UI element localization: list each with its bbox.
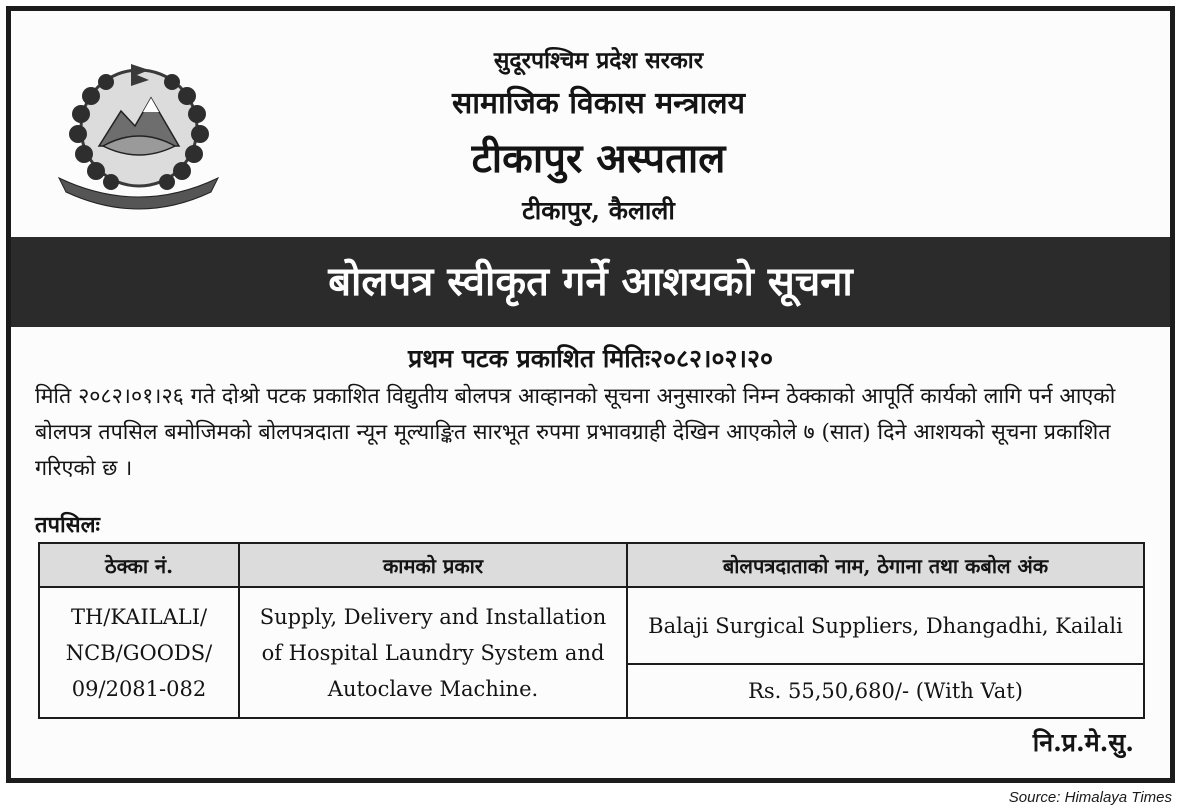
hospital-name: टीकापुर अस्पताल xyxy=(471,135,726,182)
header-work-type: कामको प्रकार xyxy=(239,543,627,587)
province-government-line: सुदूरपश्चिम प्रदेश सरकार xyxy=(493,47,704,74)
source-credit: Source: Himalaya Times xyxy=(1008,789,1172,806)
bidder-name-cell: Balaji Surgical Suppliers, Dhangadhi, Kailali xyxy=(627,587,1144,664)
table-header-row xyxy=(39,543,1144,587)
header-contract-no: ठेक्का नं. xyxy=(39,543,239,587)
hospital-address: टीकापुर, कैलाली xyxy=(522,196,675,225)
bid-amount-cell: Rs. 55,50,680/- (With Vat) xyxy=(627,664,1144,718)
header-bidder: बोलपत्रदाताको नाम, ठेगाना तथा कबोल अंक xyxy=(627,543,1144,587)
signature-abbreviation: नि.प्र.मे.सु. xyxy=(1032,728,1134,757)
ministry-line: सामाजिक विकास मन्त्रालय xyxy=(451,86,746,121)
bid-details-table xyxy=(38,542,1145,719)
notice-frame xyxy=(6,6,1175,783)
work-type-cell: Supply, Delivery and Installation of Hospital Laundry System and Autoclave Machine. xyxy=(239,587,627,718)
first-publication-date: प्रथम पटक प्रकाशित मितिः२०८२।०२।२० xyxy=(407,344,774,373)
notice-title: बोलपत्र स्वीकृत गर्ने आशयको सूचना xyxy=(328,258,853,305)
notice-body-text: मिति २०८२।०१।२६ गते दोश्रो पटक प्रकाशित विद्युतीय बोलपत्र आव्हानको सूचना अनुसारको निम्न ठेक्काको आपूर्ति कार्यको लागि पर्न आएको बोलपत्र तपसिल बमोजिमको बोलपत्रदाता न्यून मूल्याङ्कित सारभूत रुपमा प्रभावग्राही देखिन आएकोले ७ (सात) दिने आशयको सूचना प्रकाशित गरिएको छ । xyxy=(35,384,1116,481)
contract-number-cell: TH/KAILALI/ NCB/GOODS/ 09/2081-082 xyxy=(39,587,239,718)
nepal-government-emblem-icon xyxy=(51,56,226,216)
details-label: तपसिलः xyxy=(35,512,100,538)
table-row xyxy=(39,587,1144,664)
notice-title-banner xyxy=(11,237,1170,327)
